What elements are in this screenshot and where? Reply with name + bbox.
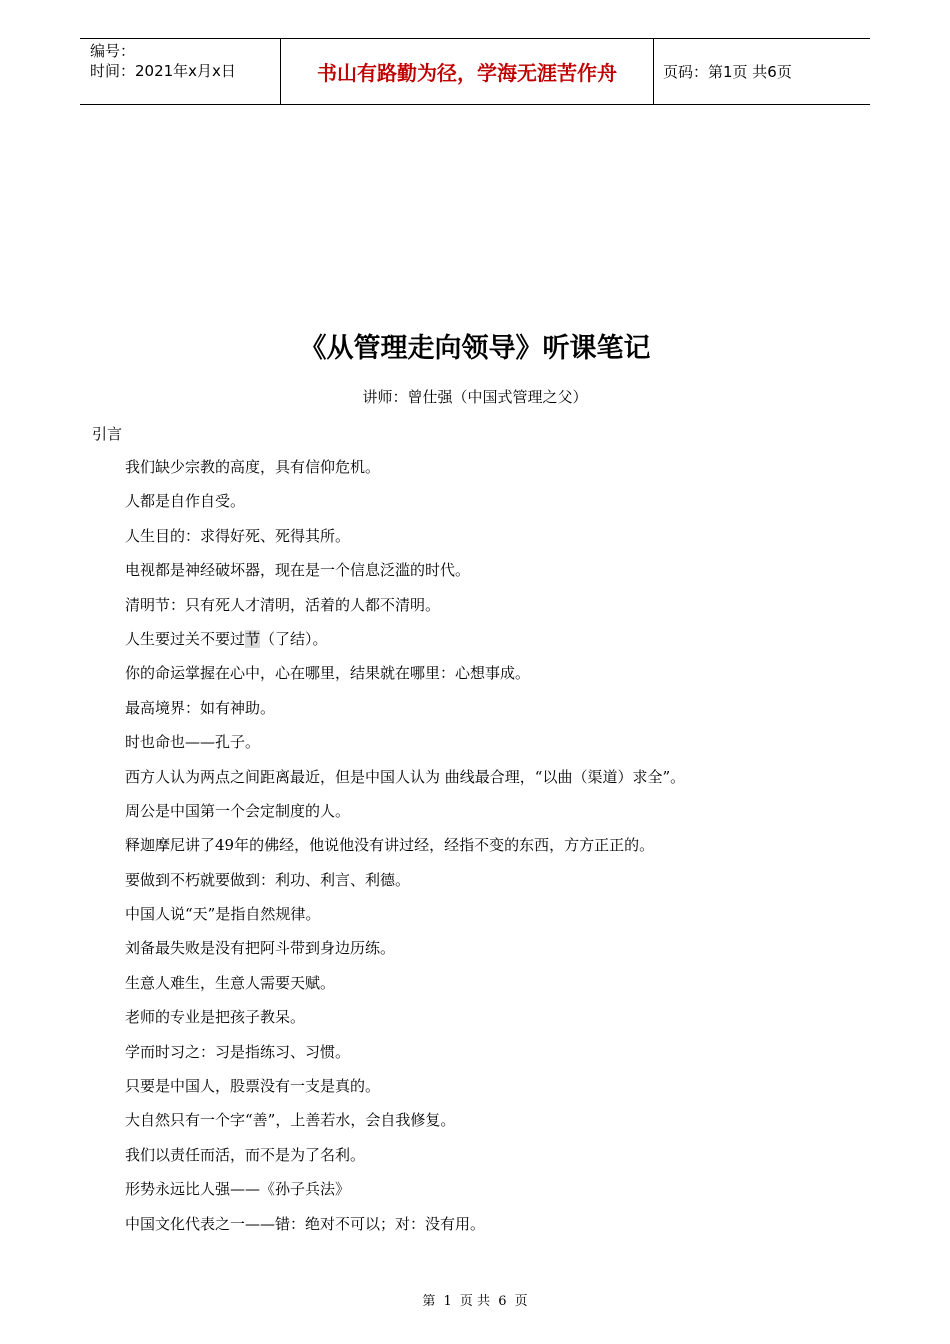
note-line: 老师的专业是把孩子教呆。 <box>125 1008 306 1027</box>
note-line-head: 人生要过关不要过 <box>125 629 246 648</box>
header-table <box>80 38 870 105</box>
note-line: 刘备最失败是没有把阿斗带到身边历练。 <box>125 939 396 958</box>
section-heading: 引言 <box>92 425 123 443</box>
note-line: 时也命也——孔子。 <box>125 733 261 752</box>
note-line: 只要是中国人，股票没有一支是真的。 <box>125 1077 381 1096</box>
note-line: 释迦摩尼讲了49年的佛经，他说他没有讲过经，经指不变的东西，方方正正的。 <box>125 836 655 855</box>
header-page-info: 页码：第1页 共6页 <box>663 63 792 81</box>
note-line: 中国人说“天”是指自然规律。 <box>125 905 321 924</box>
note-line <box>125 626 870 660</box>
note-line: 学而时习之：习是指练习、习惯。 <box>125 1042 351 1061</box>
note-line: 电视都是神经破坏器，现在是一个信息泛滥的时代。 <box>125 561 471 580</box>
note-line: 我们以责任而活，而不是为了名利。 <box>125 1145 366 1164</box>
footer-suffix: 页 <box>514 1294 528 1309</box>
note-line: 你的命运掌握在心中，心在哪里，结果就在哪里：心想事成。 <box>125 664 531 683</box>
header-meta <box>80 39 281 104</box>
footer-total-pages: 6 <box>498 1294 507 1309</box>
note-line: 我们缺少宗教的高度，具有信仰危机。 <box>125 458 381 476</box>
note-line: 人生目的：求得好死、死得其所。 <box>125 526 351 545</box>
note-line: 中国文化代表之一——错：绝对不可以；对：没有用。 <box>125 1214 486 1233</box>
note-line: 生意人难生，生意人需要天赋。 <box>125 973 336 992</box>
number-label: 编号： <box>90 42 136 60</box>
footer-page-number: 1 <box>443 1294 452 1309</box>
time-label: 时间：2021年x月x日 <box>90 62 236 80</box>
note-line: 西方人认为两点之间距离最近，但是中国人认为 曲线最合理，“以曲（渠道）求全”。 <box>125 767 686 786</box>
note-line: 周公是中国第一个会定制度的人。 <box>125 801 351 820</box>
note-line: 人都是自作自受。 <box>125 492 246 511</box>
note-line: 最高境界：如有神助。 <box>125 698 276 717</box>
note-line: 大自然只有一个字“善”，上善若水，会自我修复。 <box>125 1111 456 1130</box>
note-line-tail: （了结）。 <box>260 629 328 648</box>
note-line: 清明节：只有死人才清明，活着的人都不清明。 <box>125 595 441 614</box>
highlighted-char: 节 <box>245 629 261 648</box>
note-line: 形势永远比人强——《孙子兵法》 <box>125 1180 351 1199</box>
document-title: 《从管理走向领导》听课笔记 <box>299 333 651 364</box>
note-line: 要做到不朽就要做到：利功、利言、利德。 <box>125 870 411 889</box>
notes-list <box>125 454 870 1245</box>
header-motto: 书山有路勤为径，学海无涯苦作舟 <box>281 39 654 104</box>
lecturer-line: 讲师：曾仕强（中国式管理之父） <box>362 388 588 406</box>
footer-mid: 页 共 <box>459 1294 491 1309</box>
footer-prefix: 第 <box>422 1294 436 1309</box>
page-footer <box>0 1290 950 1309</box>
